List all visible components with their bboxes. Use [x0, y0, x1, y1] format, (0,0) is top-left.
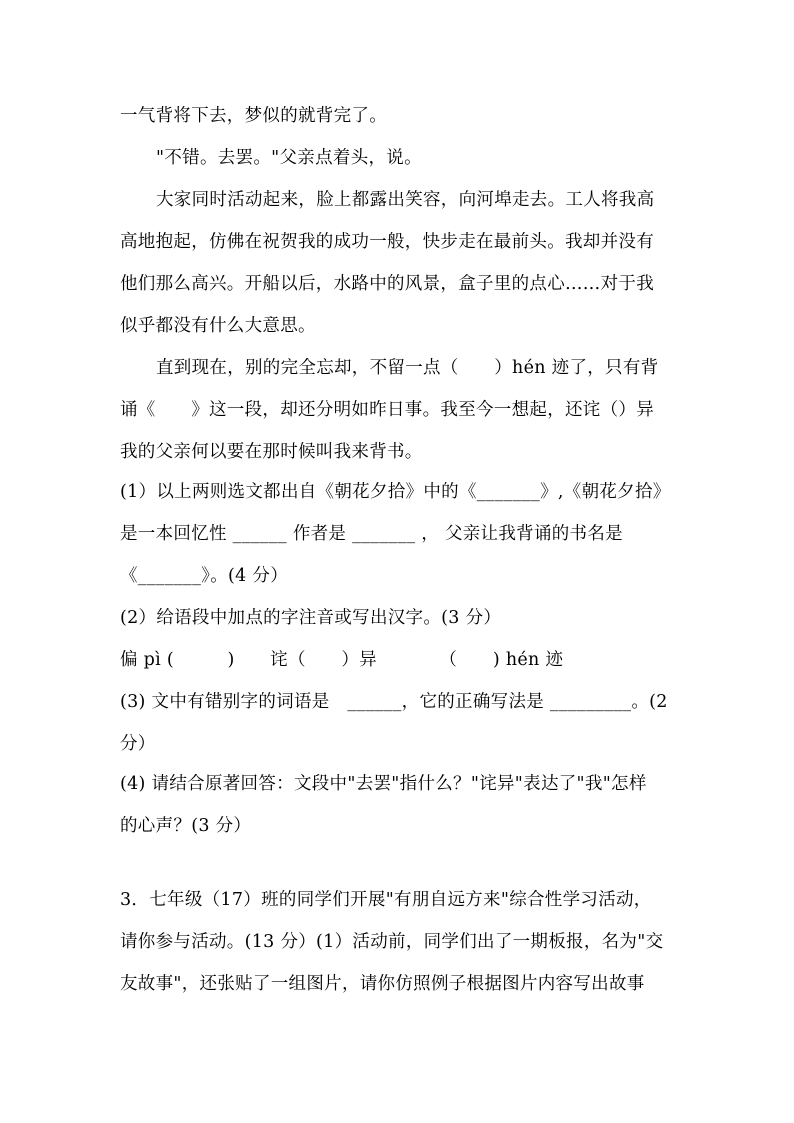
text-line-8: 诵《 》这一段，却还分明如昨日事。我至今一想起，还诧（）异 [120, 400, 654, 420]
question-1-line-3: 《_______》。(4 分） [120, 566, 289, 586]
text-line-6: 似乎都没有什么大意思。 [120, 316, 316, 336]
question-3-line-2: 分） [120, 734, 156, 754]
question-1-line-2: 是一本回忆性 ______ 作者是 _______ ， 父亲让我背诵的书名是 [120, 524, 623, 544]
text-line-2: "不错。去罢。"父亲点着头，说。 [156, 148, 422, 168]
section-3-line-1: 3．七年级（17）班的同学们开展"有朋自远方来"综合性学习活动， [120, 890, 652, 910]
section-3-line-2: 请你参与活动。(13 分）(1）活动前，同学们出了一期板报，名为"交 [120, 932, 664, 952]
question-1-line-1: (1）以上两则选文都出自《朝花夕拾》中的《_______》,《朝花夕拾》 [120, 482, 671, 502]
section-3-line-3: 友故事"，还张贴了一组图片，请你仿照例子根据图片内容写出故事 [120, 974, 645, 994]
text-line-7: 直到现在，别的完全忘却，不留一点（ ）hén 迹了，只有背 [156, 358, 659, 378]
text-line-5: 他们那么高兴。开船以后，水路中的风景，盒子里的点心……对于我 [120, 274, 654, 294]
text-line-1: 一气背将下去，梦似的就背完了。 [120, 106, 387, 126]
text-line-4: 高地抱起，仿佛在祝贺我的成功一般，快步走在最前头。我却并没有 [120, 232, 654, 252]
text-line-3: 大家同时活动起来，脸上都露出笑容，向河埠走去。工人将我高 [156, 190, 655, 210]
question-4-line-1: (4) 请结合原著回答：文段中"去罢"指什么？"诧异"表达了"我"怎样 [120, 774, 647, 794]
question-2-line-2: 偏 pì ( ) 诧（ ）异 （ ) hén 迹 [120, 650, 564, 670]
question-2-line-1: (2）给语段中加点的字注音或写出汉字。(3 分） [120, 608, 502, 628]
question-4-line-2: 的心声？(3 分） [120, 816, 252, 836]
text-line-9: 我的父亲何以要在那时候叫我来背书。 [120, 442, 423, 462]
question-3-line-1: (3) 文中有错别字的词语是 ______，它的正确写法是 _________。(2 [120, 692, 668, 712]
